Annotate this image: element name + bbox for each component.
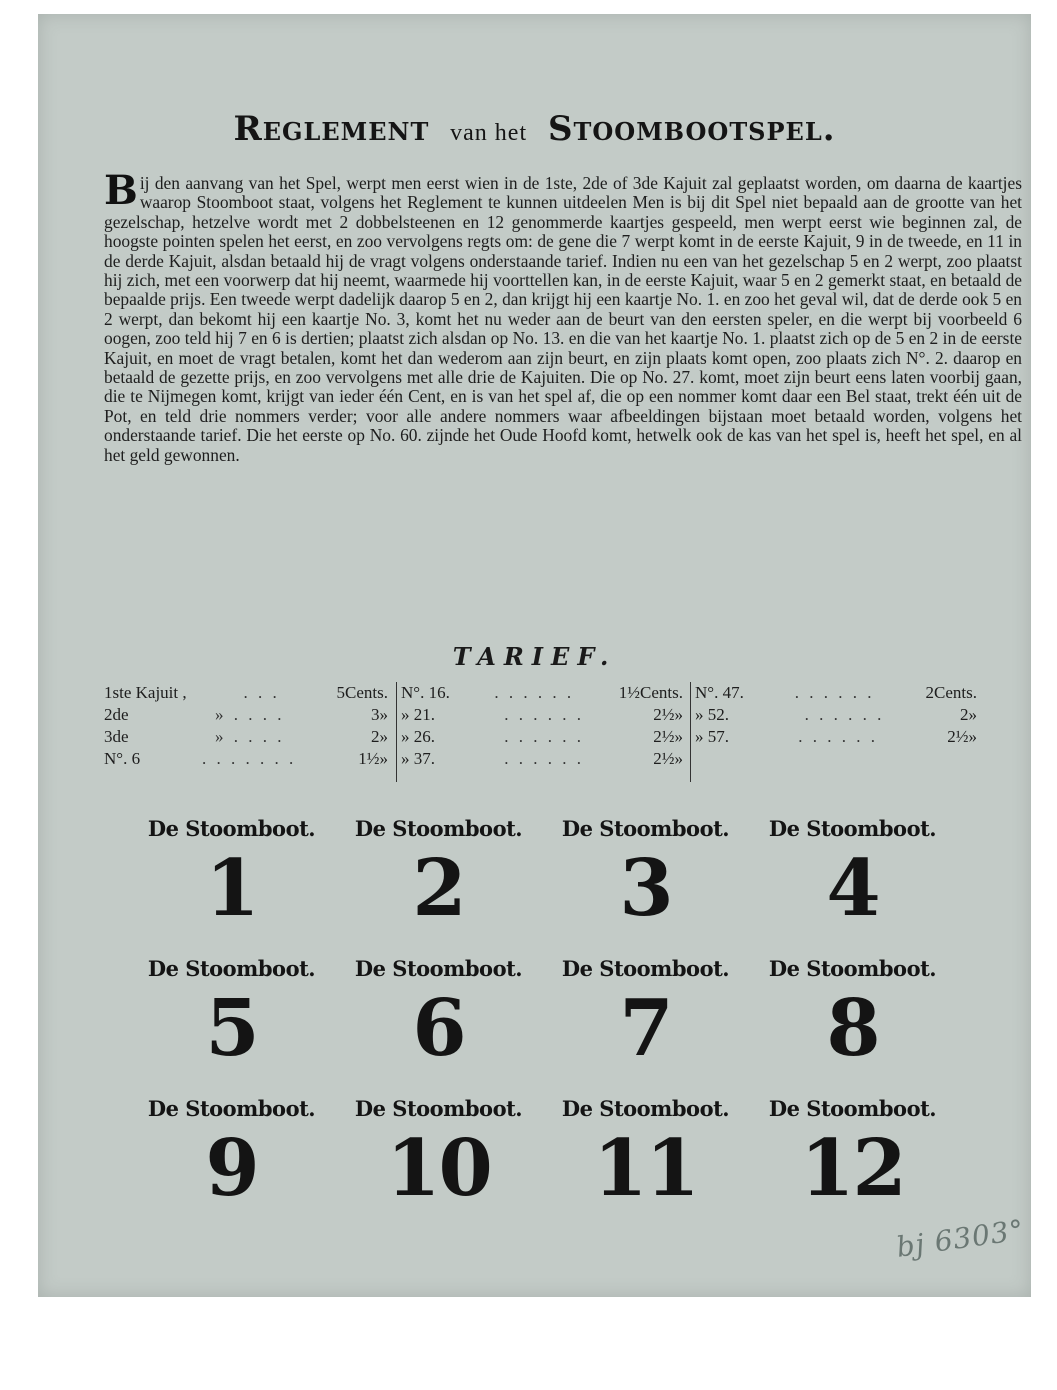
tarief-dots: . . . . . . — [504, 705, 584, 724]
tarief-item: » 21. — [401, 705, 435, 724]
ticket-number: 6 — [412, 983, 465, 1074]
tarief-unit: » — [968, 705, 977, 724]
tarief-item: N°. 47. — [695, 683, 744, 702]
tarief-dots: » . . . . — [215, 705, 285, 724]
ticket-label: De Stoomboot. — [561, 1096, 730, 1121]
tarief-item: » 52. — [695, 705, 729, 724]
stoomboot-ticket — [749, 814, 956, 954]
tarief-price: 2½ — [947, 727, 969, 746]
ticket-cards-grid — [128, 814, 958, 1234]
title-part-reglement: Reglement — [233, 109, 430, 149]
handwritten-inventory-note: bj 6303° — [894, 1213, 1027, 1264]
tarief-price: 2½ — [653, 727, 675, 746]
stoomboot-ticket — [128, 814, 335, 954]
tarief-column-1 — [100, 682, 392, 782]
tarief-price: 1½ — [618, 683, 641, 702]
stoomboot-ticket — [128, 1094, 335, 1234]
tarief-unit: » — [674, 705, 683, 724]
ticket-label: De Stoomboot. — [354, 1096, 523, 1121]
tarief-row — [397, 704, 687, 726]
tarief-price: 1½ — [358, 749, 380, 768]
title-part-stoombootspel: Stoombootspel. — [547, 109, 836, 149]
tarief-row — [100, 704, 392, 726]
ticket-number: 10 — [386, 1123, 491, 1214]
stoomboot-ticket — [542, 954, 749, 1094]
tarief-price: 2½ — [653, 705, 675, 724]
ticket-number: 12 — [800, 1123, 905, 1214]
ticket-number: 4 — [826, 843, 879, 934]
ticket-label: De Stoomboot. — [354, 816, 523, 841]
tarief-unit: » — [379, 727, 388, 746]
tarief-unit: » — [968, 727, 977, 746]
tarief-unit: Cents. — [640, 683, 683, 702]
tarief-item: 3de — [104, 727, 129, 746]
ticket-label: De Stoomboot. — [768, 816, 937, 841]
tarief-row — [691, 726, 981, 748]
tarief-unit: » — [379, 705, 388, 724]
tarief-row — [397, 682, 687, 704]
tarief-row — [691, 682, 981, 704]
tarief-dots: . . . . . . — [798, 727, 878, 746]
stoomboot-ticket — [542, 1094, 749, 1234]
stoomboot-ticket — [335, 954, 542, 1094]
tarief-unit: » — [674, 749, 683, 768]
tarief-unit: » — [674, 727, 683, 746]
title-part-van-het: van het — [450, 120, 528, 146]
tarief-unit: » — [379, 749, 388, 768]
ticket-number: 2 — [412, 843, 465, 934]
tarief-unit: Cents. — [934, 683, 977, 702]
stoomboot-ticket — [335, 814, 542, 954]
ticket-label: De Stoomboot. — [147, 1096, 316, 1121]
ticket-label: De Stoomboot. — [768, 1096, 937, 1121]
ticket-number: 11 — [593, 1123, 698, 1214]
ticket-number: 1 — [205, 843, 258, 934]
tarief-price: 2 — [371, 727, 380, 746]
tarief-row — [100, 682, 392, 704]
tarief-price: 3 — [371, 705, 380, 724]
tarief-row — [100, 726, 392, 748]
ticket-label: De Stoomboot. — [561, 956, 730, 981]
tarief-column-2 — [396, 682, 687, 782]
tarief-item: » 26. — [401, 727, 435, 746]
tarief-dots: . . . . . . — [504, 749, 584, 768]
ticket-label: De Stoomboot. — [354, 956, 523, 981]
ticket-label: De Stoomboot. — [147, 816, 316, 841]
tarief-dots: . . . . . . — [794, 683, 875, 702]
tarief-item: 1ste Kajuit , — [104, 683, 187, 702]
ticket-number: 8 — [826, 983, 879, 1074]
tarief-dots: . . . . . . — [504, 727, 584, 746]
ticket-label: De Stoomboot. — [768, 956, 937, 981]
ticket-number: 5 — [205, 983, 258, 1074]
drop-cap: B — [104, 167, 138, 214]
tarief-item: » 37. — [401, 749, 435, 768]
tarief-price: 2½ — [653, 749, 675, 768]
document-title — [38, 109, 1031, 149]
stoomboot-ticket — [128, 954, 335, 1094]
tarief-price: 2 — [925, 683, 935, 702]
ticket-number: 7 — [619, 983, 672, 1074]
tarief-dots: » . . . . — [215, 727, 285, 746]
printed-sheet — [38, 14, 1031, 1297]
stoomboot-ticket — [749, 1094, 956, 1234]
tarief-heading: TARIEF. — [452, 642, 617, 671]
stoomboot-ticket — [542, 814, 749, 954]
tarief-column-3 — [690, 682, 981, 782]
rules-paragraph — [104, 167, 1022, 465]
ticket-number: 9 — [205, 1123, 258, 1214]
tarief-item: 2de — [104, 705, 129, 724]
tarief-dots: . . . . . . . — [202, 749, 297, 768]
ticket-label: De Stoomboot. — [147, 956, 316, 981]
tarief-item: N°. 16. — [401, 683, 450, 702]
tarief-dots: . . . . . . — [804, 705, 885, 724]
tarief-price: 2 — [960, 705, 969, 724]
tarief-dots: . . . — [243, 683, 280, 702]
ticket-number: 3 — [619, 843, 672, 934]
tarief-item: » 57. — [695, 727, 729, 746]
tarief-dots: . . . . . . — [494, 683, 575, 702]
tarief-item: N°. 6 — [104, 749, 141, 768]
stoomboot-ticket — [335, 1094, 542, 1234]
tarief-row — [397, 748, 687, 770]
tarief-row — [100, 748, 392, 770]
tarief-row — [691, 704, 981, 726]
tarief-unit: Cents. — [345, 683, 388, 702]
ticket-label: De Stoomboot. — [561, 816, 730, 841]
rules-body-text: ij den aanvang van het Spel, werpt men eerst wien in de 1ste, 2de of 3de Kajuit zal geplaatst worden, om daarna de kaartjes waarop Stoomboot staat, volgens het Reglement te kunnen uitdeelen Men is bij dit Spel niet bepaald aan de grootte van het gezelschap, hetzelve wordt met 2 dobbelsteenen en 12 genommerde kaartjes gespeeld, men werpt eerst wie beginnen zal, de hoogste pointen spelen het eerst, en zoo vervolgens regts om: de gene die 7 werpt komt in de eerste Kajuit, 9 in de tweede, en 11 in de derde Kajuit, alsdan betaald hij de vragt volgens onderstaande tarief. Indien nu een van het gezelschap 5 en 2 werpt, zoo plaatst hij zich, met een voorwerp dat hij neemt, waarmede hij voorttellen kan, in de eerste Kajuit, waar 5 en 2 gemerkt staat, en betaald de bepaalde prijs. Een tweede werpt dadelijk daarop 5 en 2, dan krijgt hij een kaartje No. 1. en zoo het geval wil, dat de derde ook 5 en 2 werpt, dan bekomt hij een kaartje No. 3, komt het nu weder aan de beurt van den eersten speler, en die werpt bij voorbeeld 6 oogen, zoo teld hij 7 en 6 is dertien; plaatst zich alsdan op No. 13. en die van het kaartje No. 1. plaatst zich op de 5 en 2 in de eerste Kajuit, en moet de vragt betalen, komt het dan wederom aan zijn beurt, en zijn plaats komt open, zoo plaats zich N°. 2. daarop en betaald de gezette prijs, en zoo vervolgens met alle drie de Kajuiten. Die op No. 27. komt, moet zijn beurt eens laten voorbij gaan, die te Nijmegen komt, krijgt van ieder één Cent, en is van het spel af, die op een nommer komt daar een Bel staat, trekt één uit de Pot, en teld drie nommers verder; voor alle andere nommers waar afbeeldingen bijstaan moet betaald worden, volgens het onderstaande tarief. Die het eerste op No. 60. zijnde het Oude Hoofd komt, hetwelk ook de kas van het spel is, heeft het spel, en al het geld gewonnen. — [104, 173, 1022, 465]
tarief-row — [397, 726, 687, 748]
stoomboot-ticket — [749, 954, 956, 1094]
tarief-price: 5 — [336, 683, 346, 702]
tarief-table — [100, 682, 1030, 782]
